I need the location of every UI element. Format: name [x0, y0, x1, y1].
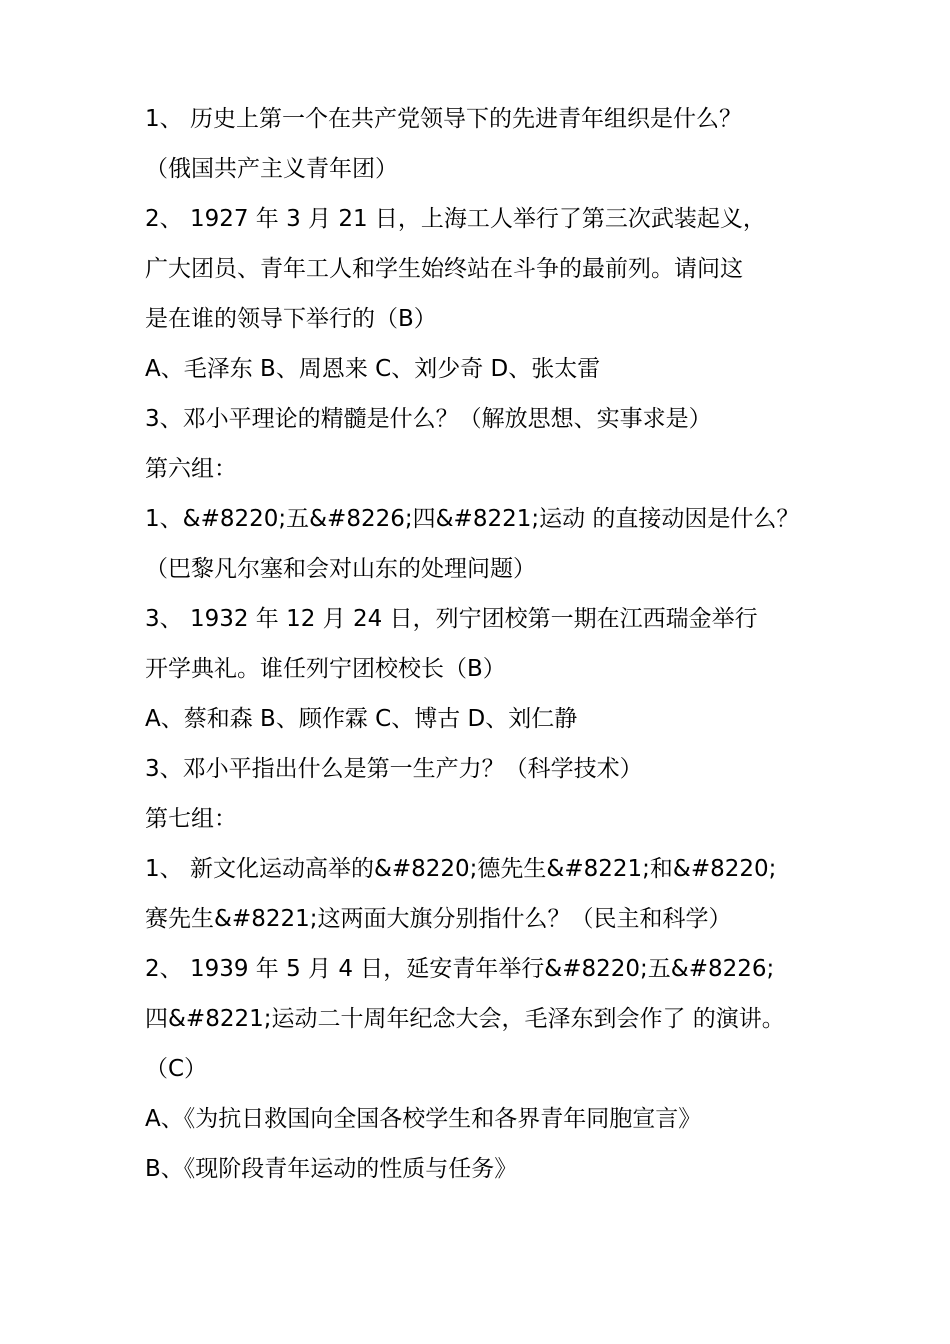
text-line: （俄国共产主义青年团） — [145, 156, 398, 182]
text-line: （巴黎凡尔塞和会对山东的处理问题） — [145, 556, 536, 582]
text-line: 1、 新文化运动高举的&#8220;德先生&#8221;和&#8220; — [145, 856, 777, 882]
text-line: 是在谁的领导下举行的（B） — [145, 306, 437, 332]
text-line: 开学典礼。谁任列宁团校校长（B） — [145, 656, 506, 682]
text-line: 3、邓小平理论的精髓是什么？（解放思想、实事求是） — [145, 406, 712, 432]
text-line: 1、&#8220;五&#8226;四&#8221;运动 的直接动因是什么？ — [145, 506, 800, 532]
document-body — [145, 94, 835, 1194]
text-line: 广大团员、青年工人和学生始终站在斗争的最前列。请问这 — [145, 256, 743, 282]
text-line: 四&#8221;运动二十周年纪念大会，毛泽东到会作了 的演讲。 — [145, 1006, 785, 1032]
text-line: A、毛泽东 B、周恩来 C、刘少奇 D、张太雷 — [145, 356, 601, 382]
section-heading: 第七组： — [145, 806, 237, 832]
text-line: A、蔡和森 B、顾作霖 C、博古 D、刘仁静 — [145, 706, 578, 732]
text-line: 1、 历史上第一个在共产党领导下的先进青年组织是什么？ — [145, 106, 742, 132]
text-line: 赛先生&#8221;这两面大旗分别指什么？（民主和科学） — [145, 906, 732, 932]
text-line: （C） — [145, 1056, 208, 1082]
text-line: 3、邓小平指出什么是第一生产力？（科学技术） — [145, 756, 643, 782]
section-heading: 第六组： — [145, 456, 237, 482]
text-line: A、《为抗日救国向全国各校学生和各界青年同胞宣言》 — [145, 1106, 702, 1132]
text-line: B、《现阶段青年运动的性质与任务》 — [145, 1156, 518, 1182]
text-line: 2、 1927 年 3 月 21 日，上海工人举行了第三次武装起义， — [145, 206, 766, 232]
text-line: 2、 1939 年 5 月 4 日，延安青年举行&#8220;五&#8226; — [145, 956, 775, 982]
text-line: 3、 1932 年 12 月 24 日，列宁团校第一期在江西瑞金举行 — [145, 606, 758, 632]
